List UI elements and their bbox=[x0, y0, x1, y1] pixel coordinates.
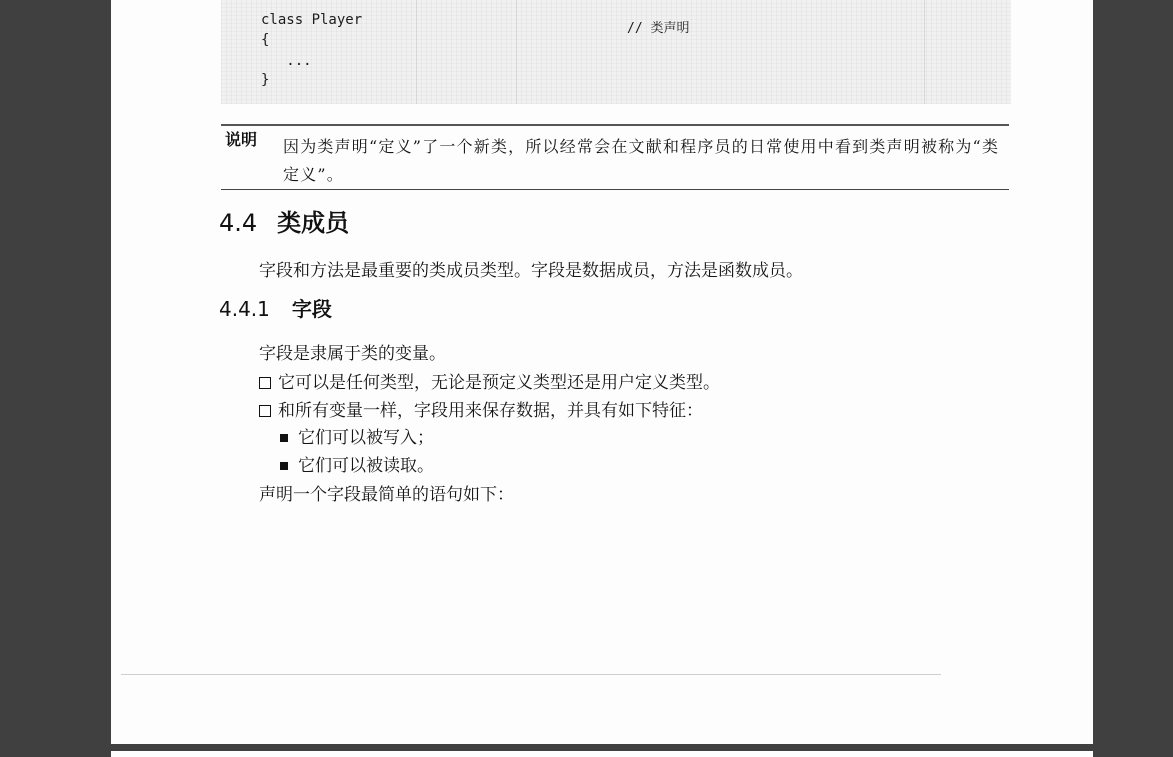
next-page-edge bbox=[111, 751, 1093, 757]
note-bottom-rule bbox=[221, 189, 1009, 190]
sub-list-item bbox=[280, 451, 434, 476]
checkbox-bullet-icon bbox=[259, 377, 271, 389]
note-top-rule bbox=[221, 124, 1009, 126]
code-block bbox=[221, 0, 1011, 104]
note-label: 说明 bbox=[225, 130, 258, 149]
square-bullet-icon bbox=[280, 462, 288, 470]
sub-list-item-text: 它们可以被读取。 bbox=[298, 456, 434, 476]
page-bottom-rule bbox=[121, 674, 941, 675]
code-line: class Player bbox=[261, 12, 363, 28]
subsection-heading bbox=[219, 293, 332, 322]
code-line: { bbox=[261, 32, 270, 48]
document-page bbox=[111, 0, 1093, 744]
closing-text: 声明一个字段最简单的语句如下： bbox=[259, 485, 514, 505]
code-line: ... bbox=[261, 53, 312, 69]
section-heading bbox=[219, 203, 349, 238]
sub-list-item-text: 它们可以被写入； bbox=[298, 428, 434, 448]
note-text: 因为类声明“定义”了一个新类，所以经常会在文献和程序员的日常使用中看到类声明被称为“类定义”。 bbox=[283, 137, 1000, 184]
list-item bbox=[259, 368, 720, 393]
list-item-text: 它可以是任何类型，无论是预定义类型还是用户定义类型。 bbox=[278, 373, 720, 393]
section-title: 类成员 bbox=[277, 209, 350, 237]
list-item-text: 和所有变量一样，字段用来保存数据，并具有如下特征： bbox=[278, 401, 703, 421]
subsection-number: 4.4.1 bbox=[219, 297, 270, 321]
subsection-intro: 字段是隶属于类的变量。 bbox=[259, 344, 446, 364]
list-item bbox=[259, 396, 703, 421]
sub-list-item bbox=[280, 423, 434, 448]
code-comment: // 类声明 bbox=[627, 21, 690, 36]
section-intro: 字段和方法是最重要的类成员类型。字段是数据成员，方法是函数成员。 bbox=[259, 261, 803, 281]
checkbox-bullet-icon bbox=[259, 405, 271, 417]
square-bullet-icon bbox=[280, 434, 288, 442]
section-number: 4.4 bbox=[219, 209, 258, 237]
subsection-title: 字段 bbox=[291, 297, 332, 321]
code-line: } bbox=[261, 72, 270, 88]
